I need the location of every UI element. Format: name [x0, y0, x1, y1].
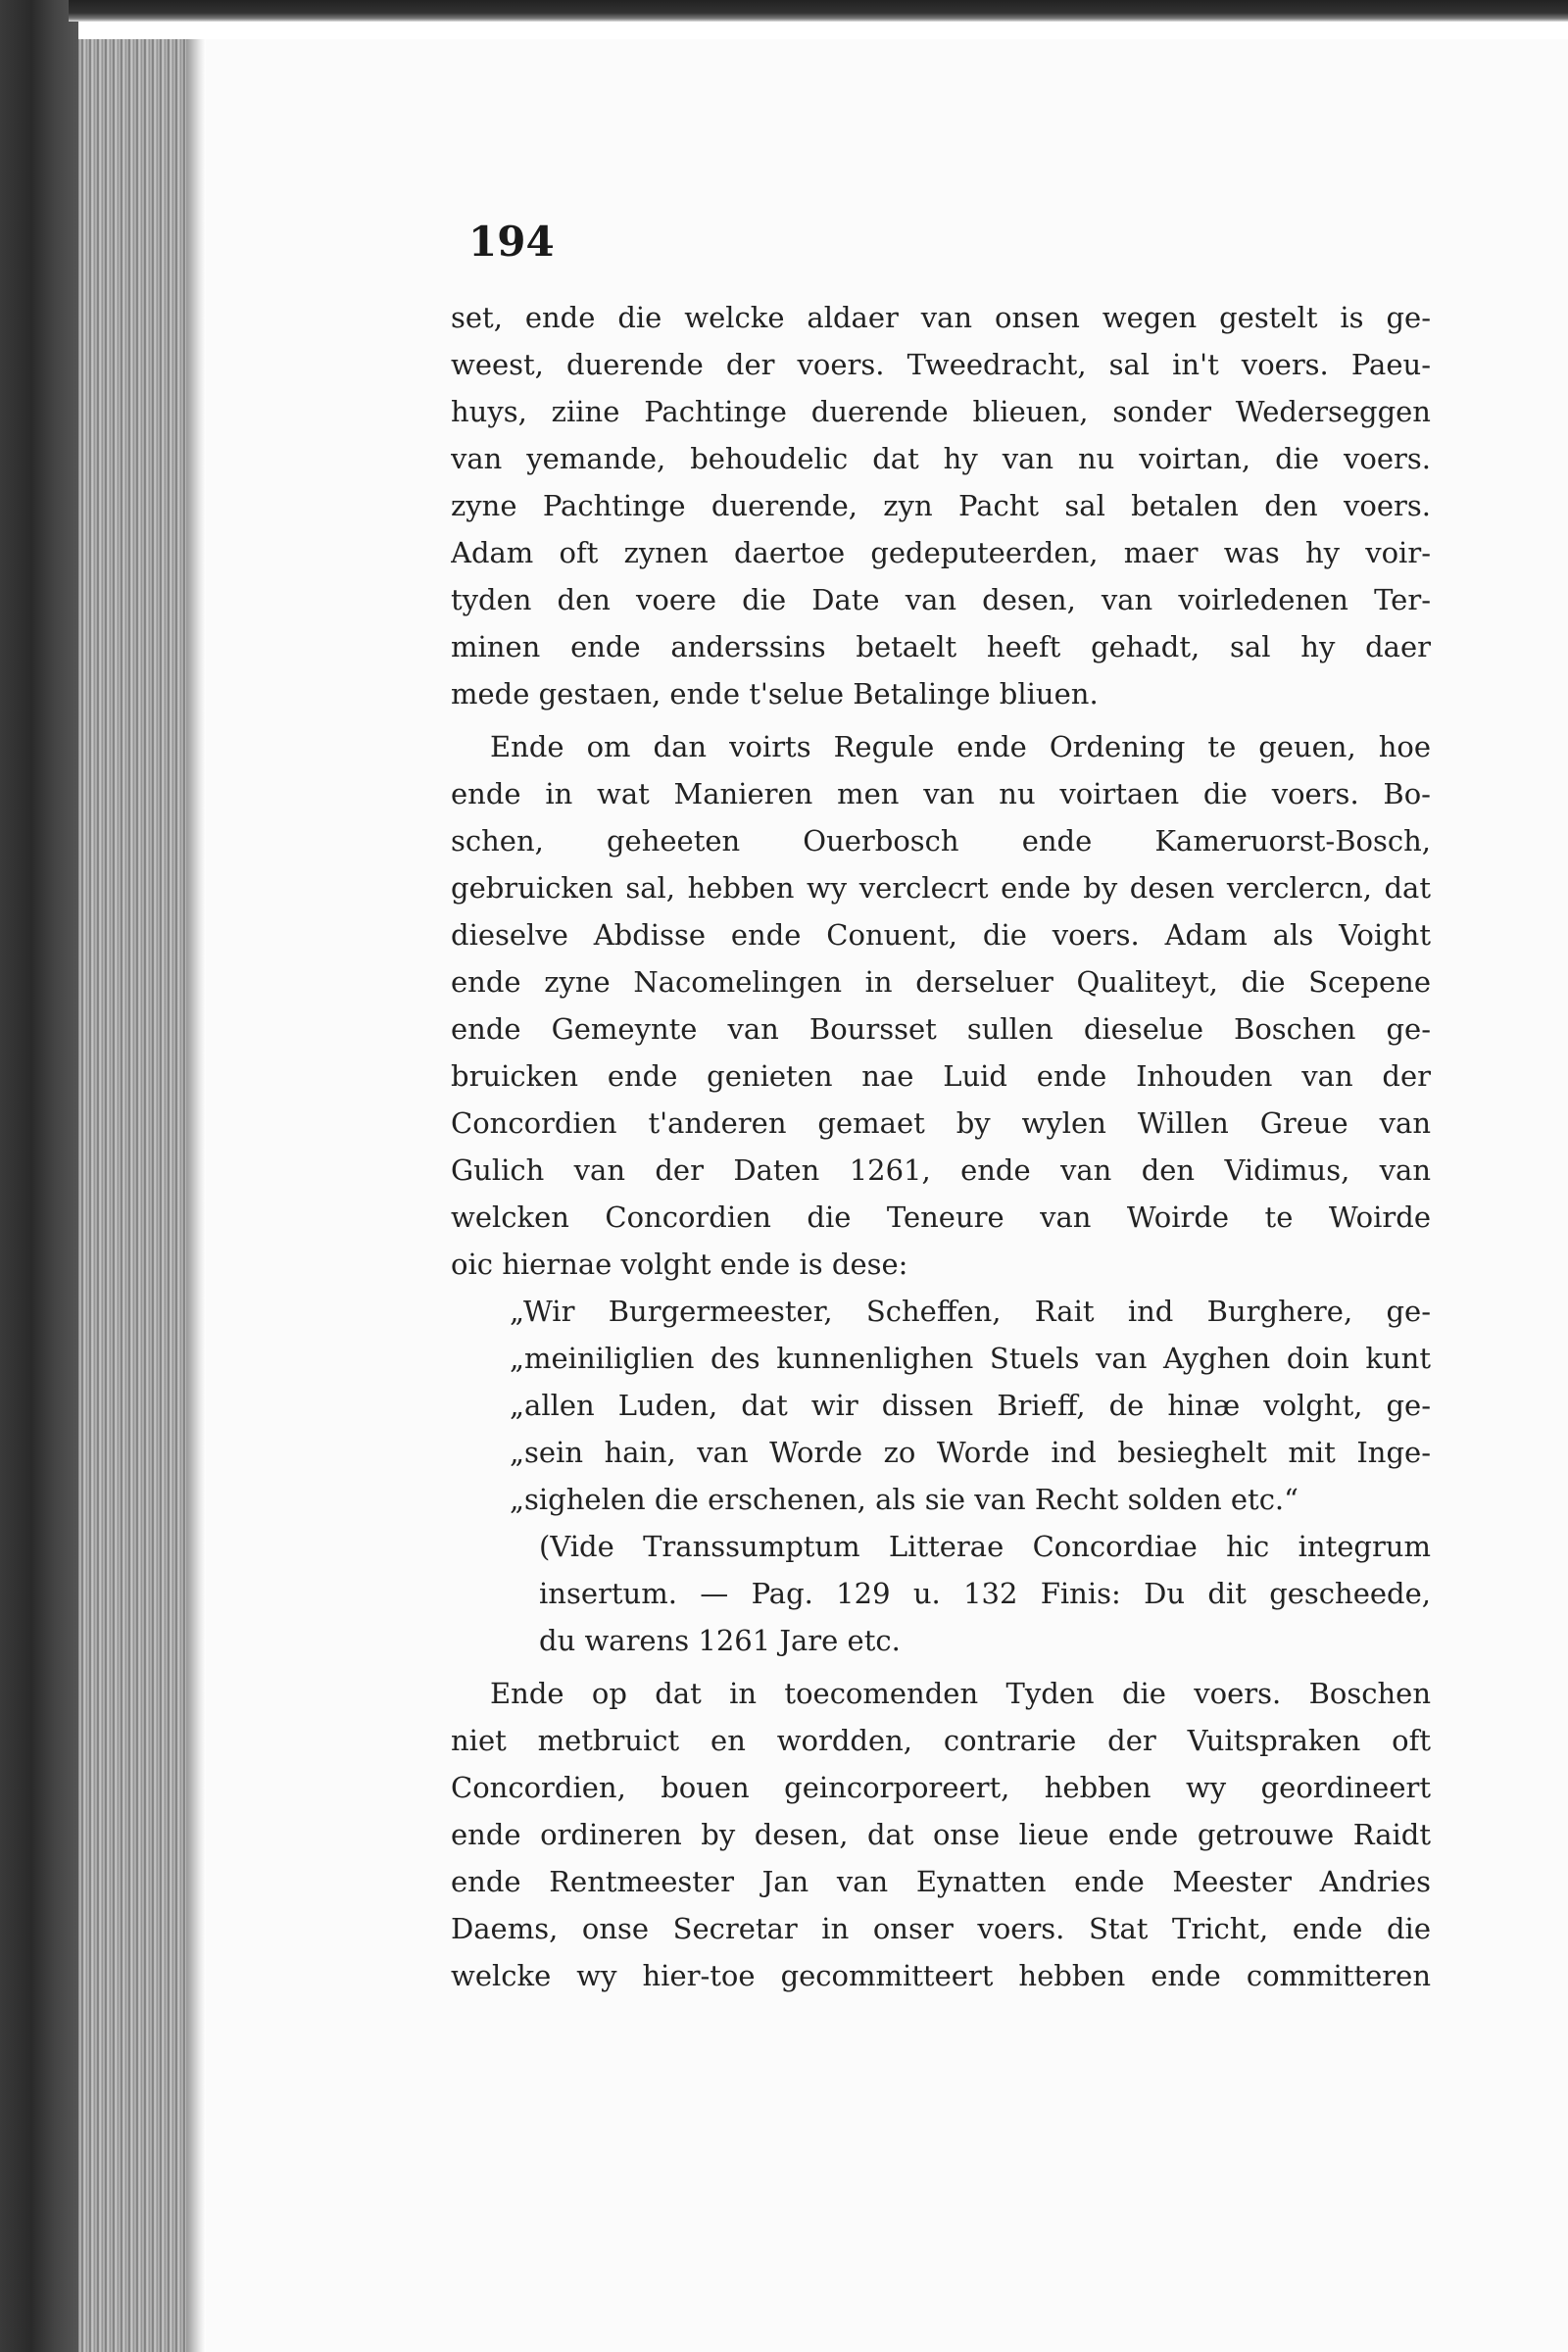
text-line: weest, duerende der voers. Tweedracht, sal in't voers. Paeu- [451, 348, 1431, 381]
text-line: mede gestaen, ende t'selue Betalinge bliuen. [451, 677, 1099, 710]
text-line: „Wir Burgermeester, Scheffen, Rait ind Burghere, ge- [510, 1295, 1431, 1328]
page-number: 194 [468, 218, 555, 266]
text-line: ende ordineren by desen, dat onse lieue ende getrouwe Raidt [451, 1818, 1431, 1851]
text-line: minen ende anderssins betaelt heeft gehadt, sal hy daer [451, 630, 1431, 663]
text-line: insertum. — Pag. 129 u. 132 Finis: Du dit gescheede, [539, 1577, 1431, 1610]
text-line: Ende op dat in toecomenden Tyden die voers. Boschen [490, 1677, 1431, 1710]
text-line: welcken Concordien die Teneure van Woirde te Woirde [451, 1200, 1431, 1234]
page-edges [78, 39, 186, 2352]
text-line: oic hiernae volght ende is dese: [451, 1248, 908, 1281]
text-line: du warens 1261 Jare etc. [539, 1624, 901, 1657]
text-line: niet metbruict en wordden, contrarie der Vuitspraken oft [451, 1724, 1431, 1757]
text-line: Daems, onse Secretar in onser voers. Stat Tricht, ende die [451, 1912, 1431, 1945]
text-line: ende Rentmeester Jan van Eynatten ende Meester Andries [451, 1865, 1431, 1898]
text-line: „meiniliglien des kunnenlighen Stuels van Ayghen doin kunt [510, 1342, 1431, 1375]
text-line: gebruicken sal, hebben wy verclecrt ende by desen verclercn, dat [451, 871, 1431, 905]
text-line: ende zyne Nacomelingen in derseluer Qualiteyt, die Scepene [451, 965, 1431, 999]
text-line: Gulich van der Daten 1261, ende van den Vidimus, van [451, 1153, 1431, 1187]
text-line: dieselve Abdisse ende Conuent, die voers. Adam als Voight [451, 918, 1431, 952]
text-line: „sighelen die erschenen, als sie van Recht solden etc.“ [510, 1483, 1298, 1516]
text-line: van yemande, behoudelic dat hy van nu voirtan, die voers. [451, 442, 1431, 475]
text-line: „allen Luden, dat wir dissen Brieff, de hinæ volght, ge- [510, 1389, 1431, 1422]
text-line: „sein hain, van Worde zo Worde ind besieghelt mit Inge- [510, 1436, 1431, 1469]
text-line: zyne Pachtinge duerende, zyn Pacht sal betalen den voers. [451, 489, 1431, 522]
text-line: (Vide Transsumptum Litterae Concordiae hic integrum [539, 1530, 1431, 1563]
scan-top-edge [69, 0, 1568, 22]
text-line: Concordien t'anderen gemaet by wylen Willen Greue van [451, 1106, 1431, 1140]
text-line: schen, geheeten Ouerbosch ende Kameruorst-Bosch, [451, 824, 1431, 858]
text-line: bruicken ende genieten nae Luid ende Inhouden van der [451, 1059, 1431, 1093]
text-line: huys, ziine Pachtinge duerende blieuen, sonder Wederseggen [451, 395, 1431, 428]
text-line: Concordien, bouen geincorporeert, hebben wy geordineert [451, 1771, 1431, 1804]
text-line: Adam oft zynen daertoe gedeputeerden, maer was hy voir- [451, 536, 1431, 569]
text-line: ende Gemeynte van Boursset sullen dieselue Boschen ge- [451, 1012, 1431, 1046]
text-line: ende in wat Manieren men van nu voirtaen die voers. Bo- [451, 777, 1431, 810]
text-line: set, ende die welcke aldaer van onsen wegen gestelt is ge- [451, 301, 1431, 334]
text-line: Ende om dan voirts Regule ende Ordening te geuen, hoe [490, 730, 1431, 763]
text-line: tyden den voere die Date van desen, van voirledenen Ter- [451, 583, 1431, 616]
text-line: welcke wy hier-toe gecommitteert hebben ende committeren [451, 1959, 1431, 1992]
book-cover-edge [0, 0, 78, 2352]
gutter-shadow [186, 39, 206, 2352]
page-text [451, 294, 1431, 1999]
